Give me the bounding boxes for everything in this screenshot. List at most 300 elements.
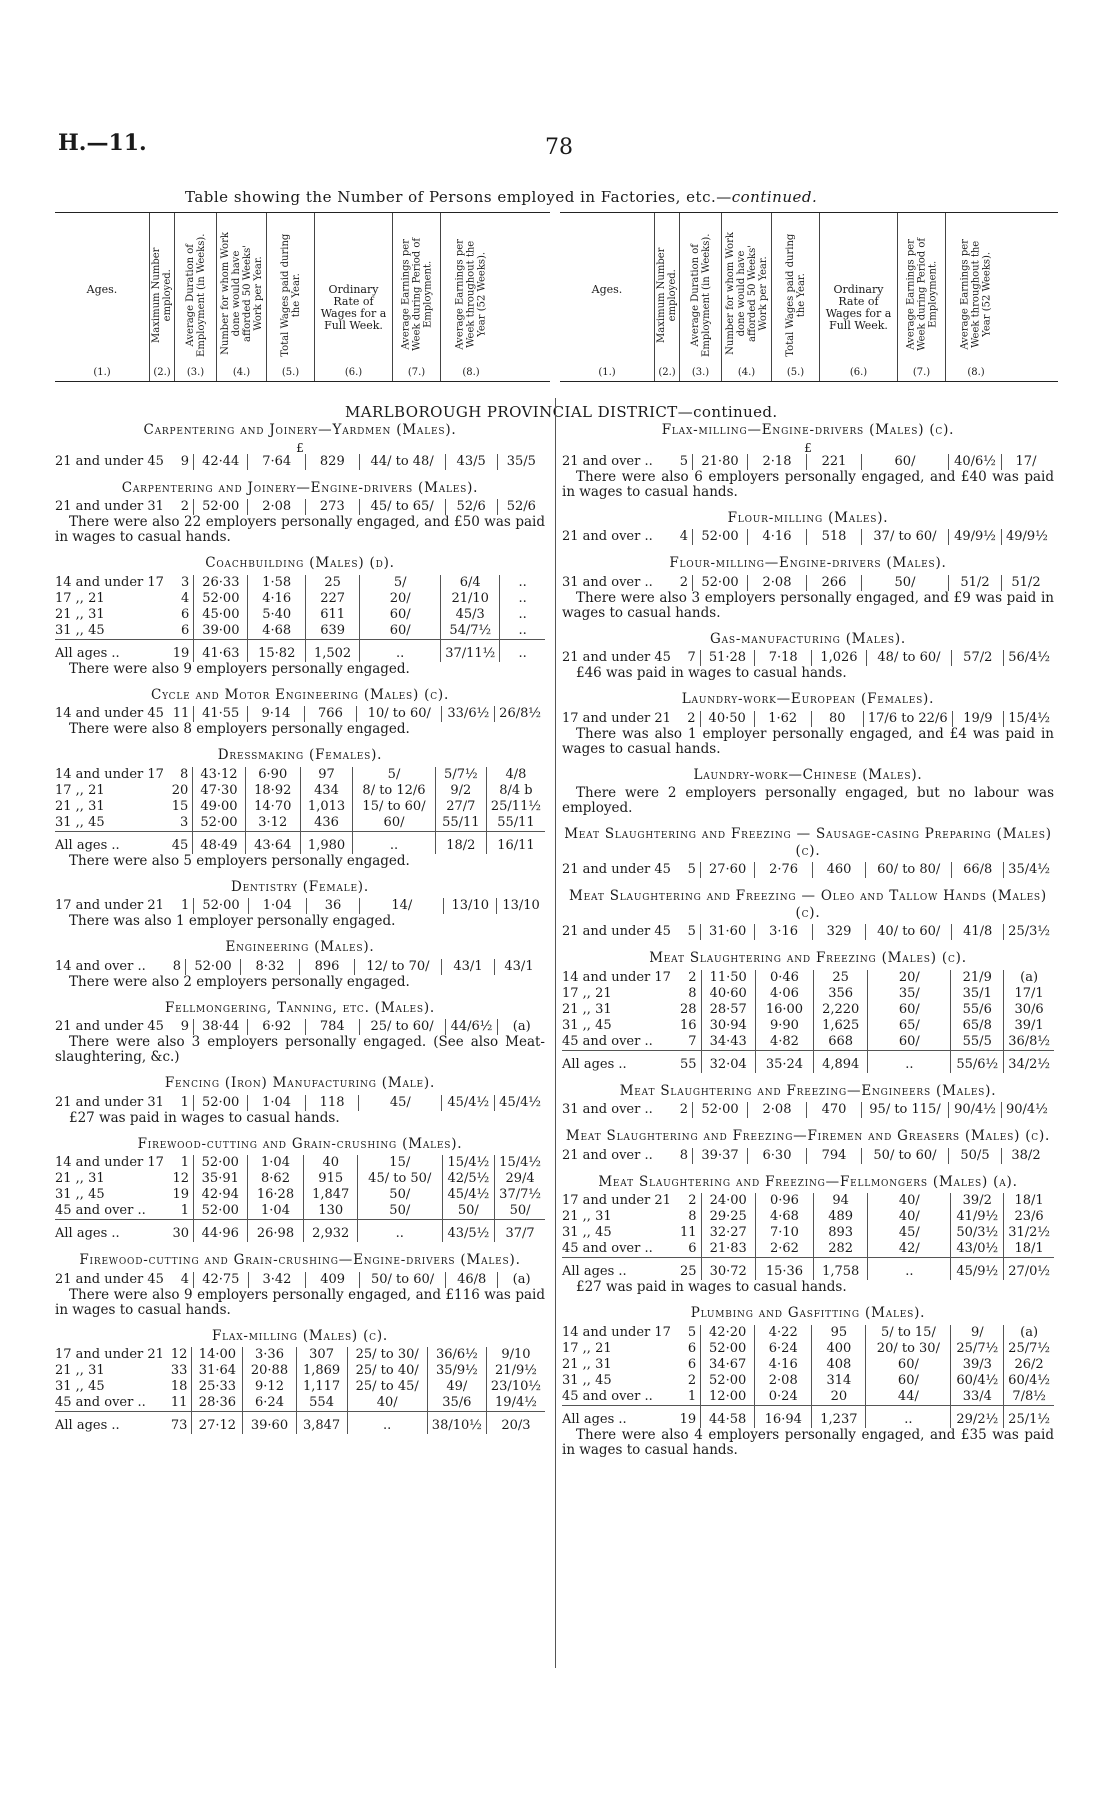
section-heading: Meat Slaughtering and Freezing—Engineers (Males). bbox=[619, 1082, 997, 1099]
table-cell: 4·16 bbox=[248, 591, 306, 607]
table-cell: 21/9½ bbox=[486, 1363, 545, 1379]
header-number: (4.) bbox=[737, 367, 756, 378]
table-cell: 9 bbox=[180, 453, 189, 469]
table-row bbox=[55, 1095, 545, 1111]
table-cell: 5/ bbox=[353, 767, 436, 783]
table-cell: 45/4½ bbox=[442, 1187, 495, 1203]
column-header-right bbox=[560, 212, 1058, 382]
table-cell: 19 bbox=[172, 1187, 189, 1202]
table-cell: 73 bbox=[168, 1412, 192, 1435]
table-cell: 34·67 bbox=[701, 1357, 755, 1373]
table-cell: 1 bbox=[180, 1094, 189, 1110]
table-cell: 668 bbox=[813, 1034, 867, 1051]
industry-section bbox=[55, 1000, 545, 1066]
table-cell: 41/8 bbox=[952, 924, 1004, 940]
table-cell: 37/ to 60/ bbox=[862, 529, 949, 545]
header-number: (4.) bbox=[232, 367, 251, 378]
table-cell: 6 bbox=[181, 606, 190, 622]
table-cell: 25 bbox=[813, 970, 867, 986]
table-cell: 7·64 bbox=[248, 454, 306, 470]
table-cell: 30·94 bbox=[701, 1018, 755, 1034]
section-heading: Laundry-work—European (Females). bbox=[681, 691, 935, 707]
table-cell: 25/3½ bbox=[1004, 924, 1054, 940]
table-cell: 11 bbox=[170, 1395, 188, 1410]
table-cell: 1 bbox=[180, 1155, 189, 1170]
table-cell: 65/ bbox=[868, 1018, 951, 1034]
table-cell: .. bbox=[500, 575, 545, 591]
table-cell: 38/2 bbox=[1002, 1148, 1051, 1164]
industry-section bbox=[55, 555, 545, 677]
pound-symbol: £ bbox=[804, 440, 812, 455]
table-cell: 5 bbox=[687, 924, 696, 939]
table-cell: 19 bbox=[168, 639, 194, 662]
table-cell: 307 bbox=[296, 1347, 347, 1363]
table-cell: 21 and under 45 bbox=[55, 1019, 164, 1034]
table-cell: 35/9½ bbox=[427, 1363, 486, 1379]
section-heading: Meat Slaughtering and Freezing—Fellmongers (Males) (a). bbox=[598, 1173, 1018, 1190]
table-cell: 3·16 bbox=[755, 924, 813, 940]
table-cell: 12 bbox=[172, 1171, 189, 1186]
table-cell: 2 bbox=[688, 969, 697, 985]
table-cell: 25·33 bbox=[192, 1379, 243, 1395]
table-cell: 2 bbox=[687, 1372, 697, 1388]
table-cell: 52·00 bbox=[701, 1373, 755, 1389]
industry-section bbox=[55, 1252, 545, 1318]
table-cell: 1 bbox=[687, 1388, 697, 1404]
header-col-2-left bbox=[150, 213, 175, 381]
table-cell: 17/1 bbox=[1004, 986, 1054, 1002]
table-row bbox=[562, 1225, 1054, 1241]
table-cell: 45/ to 65/ bbox=[359, 499, 445, 515]
header-label: Average Duration of Employment (in Weeks). bbox=[689, 233, 712, 357]
table-cell: 31 ,, 45 bbox=[562, 1372, 612, 1388]
table-cell: 8/4 b bbox=[486, 783, 545, 799]
table-row bbox=[562, 711, 1054, 727]
header-label: Ordinary Rate of Wages for a Full Week. bbox=[320, 282, 387, 332]
table-cell: 2·08 bbox=[748, 575, 807, 591]
table-cell: .. bbox=[500, 591, 545, 607]
table-cell: 16·00 bbox=[755, 1002, 813, 1018]
table-cell: 52·00 bbox=[186, 959, 241, 975]
table-cell: 52·00 bbox=[693, 529, 748, 545]
header-label: Total Wages paid during the Year. bbox=[784, 233, 807, 357]
table-cell: 32·27 bbox=[701, 1225, 755, 1241]
table-cell: 0·46 bbox=[755, 970, 813, 986]
table-cell: 55/11 bbox=[486, 815, 545, 832]
table-cell: 35/4½ bbox=[1004, 862, 1054, 878]
table-cell: 40/ bbox=[868, 1209, 951, 1225]
table-cell: 21 ,, 31 bbox=[55, 1363, 105, 1378]
table-cell: 28·57 bbox=[701, 1002, 755, 1018]
table-cell: .. bbox=[866, 1405, 951, 1428]
table-cell: 400 bbox=[812, 1341, 866, 1357]
table-row bbox=[55, 607, 545, 623]
table-row bbox=[55, 1272, 545, 1288]
table-cell: 26/2 bbox=[1004, 1357, 1054, 1373]
table-cell: 0·96 bbox=[755, 1193, 813, 1209]
header-label: Average Duration of Employment (in Weeks). bbox=[184, 233, 207, 357]
table-cell: 60/4½ bbox=[951, 1373, 1004, 1389]
table-cell: 21 ,, 31 bbox=[562, 1001, 612, 1017]
table-cell: 31 ,, 45 bbox=[55, 1379, 105, 1394]
table-cell: 4·16 bbox=[748, 529, 807, 545]
table-cell: 5 bbox=[687, 1324, 697, 1340]
wages-table bbox=[55, 454, 545, 470]
table-cell: 40·60 bbox=[701, 986, 755, 1002]
table-cell: 2 bbox=[679, 574, 688, 590]
table-cell: 21 and under 31 bbox=[55, 499, 164, 514]
table-row bbox=[55, 1187, 545, 1203]
page-number: 78 bbox=[545, 135, 573, 160]
table-cell: 17 and under 21 bbox=[562, 710, 671, 726]
table-cell: .. bbox=[500, 639, 545, 662]
table-cell: 38/10½ bbox=[427, 1412, 486, 1435]
table-cell: 31 ,, 45 bbox=[562, 1017, 612, 1033]
table-row bbox=[55, 1395, 545, 1412]
table-cell: 33 bbox=[170, 1363, 188, 1378]
section-note: £27 was paid in wages to casual hands. bbox=[576, 1279, 847, 1295]
table-cell: 8 bbox=[679, 1147, 688, 1163]
table-cell: 2 bbox=[679, 1102, 688, 1117]
pound-symbol: £ bbox=[296, 440, 304, 455]
section-note: There were also 6 employers personally engaged, and £40 was paid in wages to casual hands. bbox=[562, 468, 1054, 500]
table-cell: 49/ bbox=[427, 1379, 486, 1395]
header-label: Ordinary Rate of Wages for a Full Week. bbox=[825, 282, 892, 332]
table-cell: 470 bbox=[807, 1102, 862, 1118]
table-cell: 60/ bbox=[866, 1357, 951, 1373]
header-label: Ages. bbox=[591, 282, 623, 296]
table-cell: 50/5 bbox=[949, 1148, 1002, 1164]
table-cell: 6·24 bbox=[755, 1341, 812, 1357]
table-cell: 27/7 bbox=[435, 799, 486, 815]
header-col-8-left bbox=[441, 213, 501, 381]
header-number: (1.) bbox=[93, 367, 111, 378]
table-cell: 45 and over .. bbox=[55, 1395, 146, 1410]
table-cell: 266 bbox=[807, 575, 862, 591]
table-cell: 50/3½ bbox=[951, 1225, 1004, 1241]
table-cell: 55/6 bbox=[951, 1002, 1004, 1018]
table-cell: 31/2½ bbox=[1004, 1225, 1054, 1241]
district-heading: MARLBOROUGH PROVINCIAL DISTRICT—continued. bbox=[345, 403, 778, 421]
header-label: Total Wages paid during the Year. bbox=[279, 233, 302, 357]
wages-table bbox=[562, 454, 1050, 470]
table-row bbox=[562, 1241, 1054, 1258]
table-cell: 52·00 bbox=[194, 1155, 248, 1171]
table-cell: 50/ to 60/ bbox=[360, 1272, 446, 1288]
header-col-4-left bbox=[217, 213, 267, 381]
table-cell: 35/5 bbox=[497, 454, 545, 470]
title-continued: continued. bbox=[731, 188, 818, 206]
table-cell: 6/4 bbox=[441, 575, 500, 591]
table-cell: 489 bbox=[813, 1209, 867, 1225]
table-cell: 29/2½ bbox=[951, 1405, 1004, 1428]
table-cell: 16/11 bbox=[486, 831, 545, 854]
header-number: (5.) bbox=[786, 367, 805, 378]
industry-section bbox=[562, 510, 1054, 546]
section-heading: Gas-manufacturing (Males). bbox=[710, 630, 906, 647]
table-cell: 17/6 to 22/6 bbox=[863, 711, 952, 727]
table-cell: 39·00 bbox=[194, 623, 248, 640]
table-cell: 17 and under 21 bbox=[55, 898, 164, 913]
table-cell: 518 bbox=[807, 529, 862, 545]
table-row bbox=[562, 1373, 1054, 1389]
section-heading: Engineering (Males). bbox=[225, 939, 375, 955]
table-cell: 45 bbox=[168, 831, 193, 854]
table-cell: 21 ,, 31 bbox=[55, 606, 105, 622]
table-cell: 29·25 bbox=[701, 1209, 755, 1225]
section-heading: Plumbing and Gasfitting (Males). bbox=[690, 1305, 926, 1321]
table-cell: 51/2 bbox=[949, 575, 1002, 591]
table-cell: .. bbox=[353, 831, 436, 854]
section-heading: Meat Slaughtering and Freezing — Sausage-casing Preparing (Males) (c). bbox=[564, 826, 1052, 859]
header-number: (5.) bbox=[281, 367, 300, 378]
table-cell: 3 bbox=[181, 574, 190, 590]
industry-section bbox=[55, 1328, 545, 1435]
table-cell: 50/ bbox=[495, 1203, 545, 1220]
table-cell: 52·00 bbox=[193, 1095, 247, 1111]
table-cell: 7/8½ bbox=[1004, 1389, 1054, 1406]
wages-table bbox=[55, 767, 545, 854]
header-number: (3.) bbox=[186, 367, 205, 378]
header-col-8-right bbox=[946, 213, 1006, 381]
table-cell: 5/7½ bbox=[435, 767, 486, 783]
table-cell: 26·98 bbox=[247, 1220, 304, 1243]
table-cell: 5 bbox=[679, 453, 688, 469]
header-label: Number for whom Work done would have afforded 50 Weeks' Work per Year. bbox=[219, 232, 264, 355]
table-cell: 43/0½ bbox=[951, 1241, 1004, 1258]
header-label: Maximum Number employed. bbox=[151, 247, 173, 343]
header-number: (8.) bbox=[462, 367, 480, 378]
table-cell: 7·18 bbox=[755, 650, 812, 666]
industry-section bbox=[562, 1174, 1054, 1296]
section-heading: Dentistry (Female). bbox=[231, 878, 369, 895]
industry-section bbox=[55, 422, 545, 470]
table-cell: 51/2 bbox=[1002, 575, 1051, 591]
table-cell: 55/6½ bbox=[951, 1050, 1004, 1073]
table-cell: 44·58 bbox=[701, 1405, 755, 1428]
table-cell: 227 bbox=[306, 591, 360, 607]
table-cell: 46/8 bbox=[446, 1272, 498, 1288]
table-cell: 90/4½ bbox=[1002, 1102, 1052, 1118]
table-row bbox=[562, 970, 1054, 986]
table-cell: 50/ bbox=[862, 575, 949, 591]
table-row bbox=[562, 1389, 1054, 1406]
table-cell: 30·72 bbox=[701, 1258, 755, 1281]
table-cell: 14 and under 17 bbox=[562, 969, 671, 985]
table-row bbox=[562, 1325, 1054, 1341]
section-heading: Flax-milling (Males) (c). bbox=[211, 1327, 389, 1344]
table-cell: (a) bbox=[1004, 1325, 1054, 1341]
industry-section bbox=[562, 1305, 1054, 1458]
table-cell: 13/10 bbox=[444, 898, 497, 914]
total-row bbox=[55, 831, 545, 854]
table-cell: 8/ to 12/6 bbox=[353, 783, 436, 799]
section-heading: Cycle and Motor Engineering (Males) (c). bbox=[150, 686, 450, 703]
table-row bbox=[55, 783, 545, 799]
table-cell: 784 bbox=[305, 1019, 359, 1035]
total-row bbox=[55, 639, 545, 662]
section-note: There was also 1 employer personally engaged. bbox=[69, 913, 396, 929]
table-cell: .. bbox=[347, 1412, 427, 1435]
section-heading: Fencing (Iron) Manufacturing (Male). bbox=[164, 1075, 436, 1091]
table-row bbox=[55, 1155, 545, 1171]
table-cell: 2 bbox=[688, 1193, 697, 1208]
wages-table bbox=[562, 924, 1054, 940]
table-cell: 6 bbox=[687, 1356, 697, 1372]
table-cell: 43/1 bbox=[495, 959, 544, 975]
industry-section bbox=[562, 1128, 1054, 1164]
table-cell: 21 and under 31 bbox=[55, 1094, 164, 1110]
table-cell: All ages .. bbox=[55, 831, 168, 854]
table-cell: 94 bbox=[813, 1193, 867, 1209]
table-cell: 4,894 bbox=[813, 1050, 867, 1073]
table-cell: 2·08 bbox=[248, 499, 306, 515]
table-cell: (a) bbox=[498, 1019, 545, 1035]
table-cell: 32·04 bbox=[701, 1050, 755, 1073]
table-cell: 19/9 bbox=[952, 711, 1004, 727]
table-cell: 16 bbox=[679, 1017, 697, 1033]
table-cell: 4·68 bbox=[248, 623, 306, 640]
wages-table bbox=[562, 1193, 1054, 1280]
table-cell: 14/ bbox=[360, 898, 444, 914]
table-cell: 40/ bbox=[868, 1193, 951, 1209]
table-cell: 6 bbox=[688, 1241, 697, 1256]
table-cell: 49/9½ bbox=[1002, 529, 1052, 545]
total-row bbox=[562, 1405, 1054, 1428]
header-col-5-left bbox=[267, 213, 315, 381]
table-row bbox=[55, 1363, 545, 1379]
table-cell: 21 and over .. bbox=[562, 453, 653, 469]
table-cell: 356 bbox=[813, 986, 867, 1002]
table-cell: 40/ to 60/ bbox=[866, 924, 952, 940]
table-cell: 25/11½ bbox=[486, 799, 545, 815]
table-cell: 60/ bbox=[868, 1002, 951, 1018]
section-note: There were also 22 employers personally engaged, and £50 was paid in wages to casual hands. bbox=[55, 514, 545, 545]
table-cell: 13/10 bbox=[497, 898, 545, 914]
table-cell: 6·30 bbox=[748, 1148, 807, 1164]
table-cell: 31·64 bbox=[192, 1363, 243, 1379]
table-cell: 6·24 bbox=[243, 1395, 296, 1412]
table-cell: 95 bbox=[812, 1325, 866, 1341]
table-cell: 45/ bbox=[359, 1095, 442, 1111]
table-cell: 4 bbox=[679, 529, 688, 544]
table-row bbox=[562, 1018, 1054, 1034]
header-number: (2.) bbox=[658, 367, 676, 378]
table-row bbox=[562, 924, 1054, 940]
wages-table bbox=[55, 1155, 545, 1242]
table-cell: 47·30 bbox=[193, 783, 245, 799]
table-cell: 9·14 bbox=[248, 706, 305, 722]
table-cell: 26/8½ bbox=[495, 706, 545, 722]
table-cell: 1·04 bbox=[248, 898, 306, 914]
table-cell: 27·60 bbox=[700, 862, 754, 878]
table-cell: 45/3 bbox=[441, 607, 500, 623]
table-cell: 55/11 bbox=[435, 815, 486, 832]
table-cell: 4·82 bbox=[755, 1034, 813, 1051]
table-cell: 5 bbox=[687, 862, 696, 877]
table-cell: 57/2 bbox=[952, 650, 1004, 666]
header-col-1-right bbox=[560, 213, 655, 381]
header-number: (3.) bbox=[691, 367, 710, 378]
table-cell: 28 bbox=[679, 1001, 697, 1017]
table-cell: 3·12 bbox=[245, 815, 300, 832]
table-cell: 36/6½ bbox=[427, 1347, 486, 1363]
table-cell: 44/ to 48/ bbox=[359, 454, 445, 470]
table-cell: 9/10 bbox=[486, 1347, 545, 1363]
table-cell: 40·50 bbox=[700, 711, 754, 727]
table-cell: 55 bbox=[675, 1050, 701, 1073]
table-cell: 41·55 bbox=[194, 706, 248, 722]
table-cell: 90/4½ bbox=[949, 1102, 1002, 1118]
table-cell: 49/9½ bbox=[949, 529, 1002, 545]
table-cell: 2,932 bbox=[304, 1220, 358, 1243]
table-cell: .. bbox=[500, 623, 545, 640]
table-row bbox=[562, 650, 1054, 666]
table-row bbox=[55, 898, 545, 914]
table-cell: 221 bbox=[807, 454, 862, 470]
table-row bbox=[55, 623, 545, 640]
table-row bbox=[55, 1019, 545, 1035]
table-cell: 35·91 bbox=[194, 1171, 248, 1187]
table-cell: 44·96 bbox=[194, 1220, 248, 1243]
table-cell: 52·00 bbox=[693, 1102, 748, 1118]
table-cell: 39·37 bbox=[693, 1148, 748, 1164]
table-cell: 15·82 bbox=[248, 639, 306, 662]
table-cell: 2·08 bbox=[748, 1102, 807, 1118]
section-heading: Firewood-cutting and Grain-crushing—Engine-drivers (Males). bbox=[79, 1252, 521, 1268]
table-cell: 4·68 bbox=[755, 1209, 813, 1225]
table-cell: 829 bbox=[306, 454, 360, 470]
table-cell: 45 and over .. bbox=[562, 1033, 653, 1049]
table-cell: 40/6½ bbox=[949, 454, 1002, 470]
table-cell: 9/2 bbox=[435, 783, 486, 799]
table-cell: 56/4½ bbox=[1004, 650, 1054, 666]
section-heading: Firewood-cutting and Grain-crushing (Males). bbox=[137, 1135, 463, 1152]
table-cell: 2·08 bbox=[755, 1373, 812, 1389]
header-number: (7.) bbox=[912, 367, 931, 378]
table-cell: 43/1 bbox=[442, 959, 495, 975]
table-cell: 8 bbox=[688, 1209, 697, 1224]
table-row bbox=[55, 454, 545, 470]
table-cell: 45·00 bbox=[194, 607, 248, 623]
table-cell: 17 ,, 21 bbox=[55, 590, 105, 606]
table-cell: 21 ,, 31 bbox=[55, 1171, 105, 1186]
table-cell: 1,980 bbox=[300, 831, 352, 854]
table-cell: 54/7½ bbox=[441, 623, 500, 640]
table-cell: 14·00 bbox=[192, 1347, 243, 1363]
wages-table bbox=[55, 898, 545, 914]
table-cell: 3 bbox=[180, 814, 189, 830]
table-row bbox=[562, 1034, 1054, 1051]
table-cell: 50/ bbox=[357, 1187, 442, 1203]
table-cell: 14 and under 17 bbox=[55, 1155, 164, 1170]
table-cell: 1,847 bbox=[304, 1187, 358, 1203]
table-row bbox=[55, 499, 545, 515]
table-cell: 42·94 bbox=[194, 1187, 248, 1203]
table-cell: 1·58 bbox=[248, 575, 306, 591]
table-cell: 31 and over .. bbox=[562, 574, 653, 590]
header-label: Average Earnings per Week during Period of Employment. bbox=[905, 237, 938, 351]
page-identifier: H.—11. bbox=[58, 130, 147, 156]
table-cell: 30 bbox=[168, 1220, 194, 1243]
table-cell: 45/ to 50/ bbox=[357, 1171, 442, 1187]
wages-table bbox=[562, 1102, 1052, 1118]
table-row bbox=[562, 1102, 1052, 1118]
table-cell: 48·49 bbox=[193, 831, 245, 854]
table-cell: 52/6 bbox=[445, 499, 497, 515]
table-row bbox=[55, 706, 545, 722]
industry-section bbox=[562, 631, 1054, 682]
